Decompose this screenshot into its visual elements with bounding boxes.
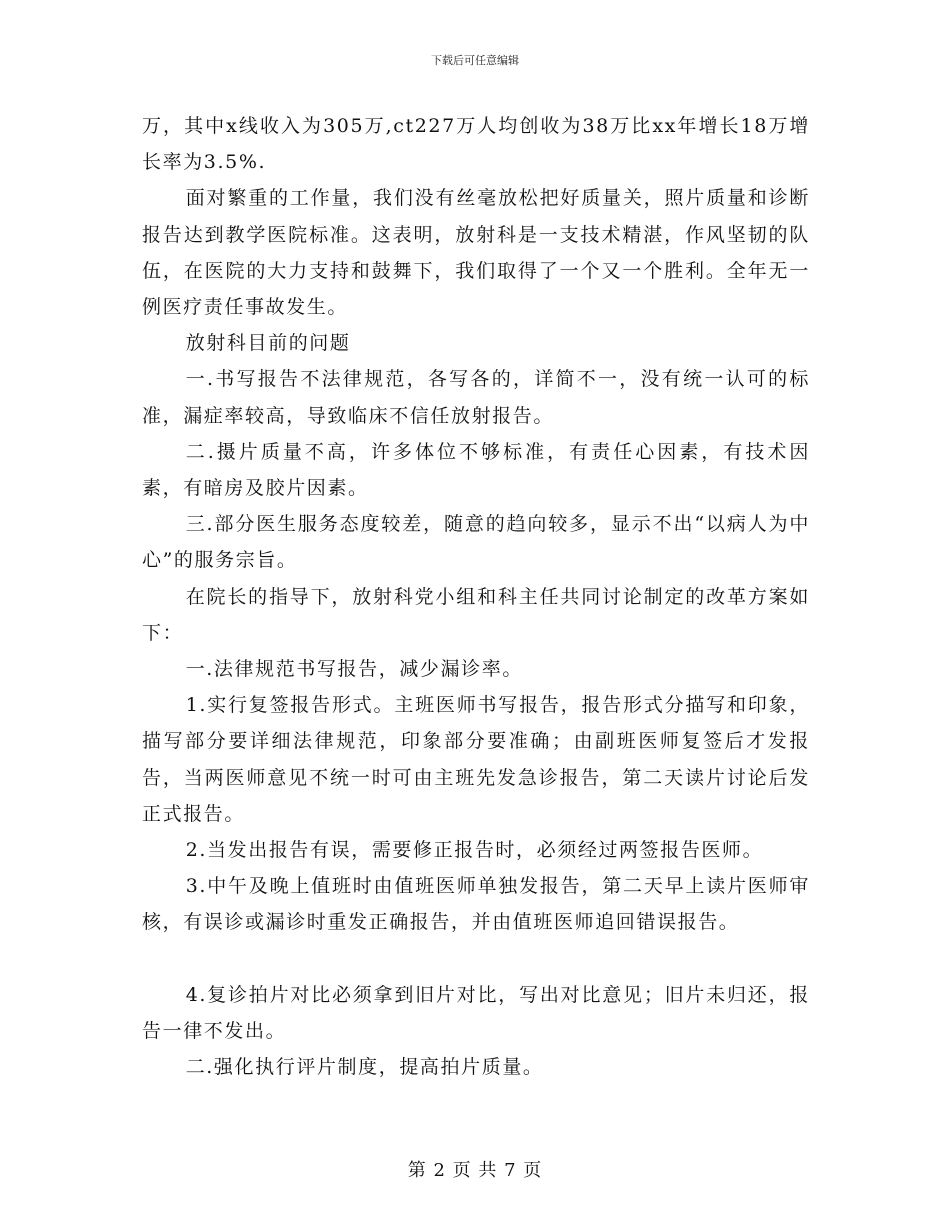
paragraph-1: 万，其中x线收入为305万,ct227万人均创收为38万比xx年增长18万增长率为3.5%. xyxy=(142,115,810,174)
paragraph-2: 面对繁重的工作量，我们没有丝毫放松把好质量关，照片质量和诊断报告达到教学医院标准。这表明，放射科是一支技术精湛，作风坚韧的队伍，在医院的大力支持和鼓舞下，我们取得了一个又一个胜利。全年无一例医疗责任事故发生。 xyxy=(142,187,810,319)
paragraph-item-2: 2.当发出报告有误，需要修正报告时，必须经过两签报告医师。 xyxy=(185,839,764,862)
paragraph-reform-1: 一.法律规范书写报告，减少漏诊率。 xyxy=(185,658,523,681)
paragraph-reform-intro: 在院长的指导下，放射科党小组和科主任共同讨论制定的改革方案如下： xyxy=(142,585,810,644)
page-number: 第 2 页 共 7 页 xyxy=(407,1160,543,1181)
paragraph-reform-2: 二.强化执行评片制度，提高拍片质量。 xyxy=(185,1056,544,1079)
paragraph-item-1: 1.实行复签报告形式。主班医师书写报告，报告形式分描写和印象，描写部分要详细法律规范，印象部分要准确；由副班医师复签后才发报告，当两医师意见不统一时可由主班先发急诊报告，第二天读片讨论后发正式报告。 xyxy=(142,694,810,825)
document-body xyxy=(142,108,810,1085)
section-heading-problems: 放射科目前的问题 xyxy=(185,332,351,355)
page-header: 下载后可任意编辑 xyxy=(431,54,519,67)
paragraph-problem-1: 一.书写报告不法律规范，各写各的，详简不一，没有统一认可的标准，漏症率较高，导致临床不信任放射报告。 xyxy=(142,368,810,427)
paragraph-problem-2: 二.摄片质量不高，许多体位不够标准，有责任心因素，有技术因素，有暗房及胶片因素。 xyxy=(142,440,810,500)
paragraph-item-3: 3.中午及晚上值班时由值班医师单独发报告，第二天早上读片医师审核，有误诊或漏诊时重发正确报告，并由值班医师追回错误报告。 xyxy=(142,875,810,934)
paragraph-item-4: 4.复诊拍片对比必须拿到旧片对比，写出对比意见；旧片未归还，报告一律不发出。 xyxy=(142,983,810,1042)
paragraph-problem-3: 三.部分医生服务态度较差，随意的趋向较多，显示不出“以病人为中心”的服务宗旨。 xyxy=(142,513,810,572)
